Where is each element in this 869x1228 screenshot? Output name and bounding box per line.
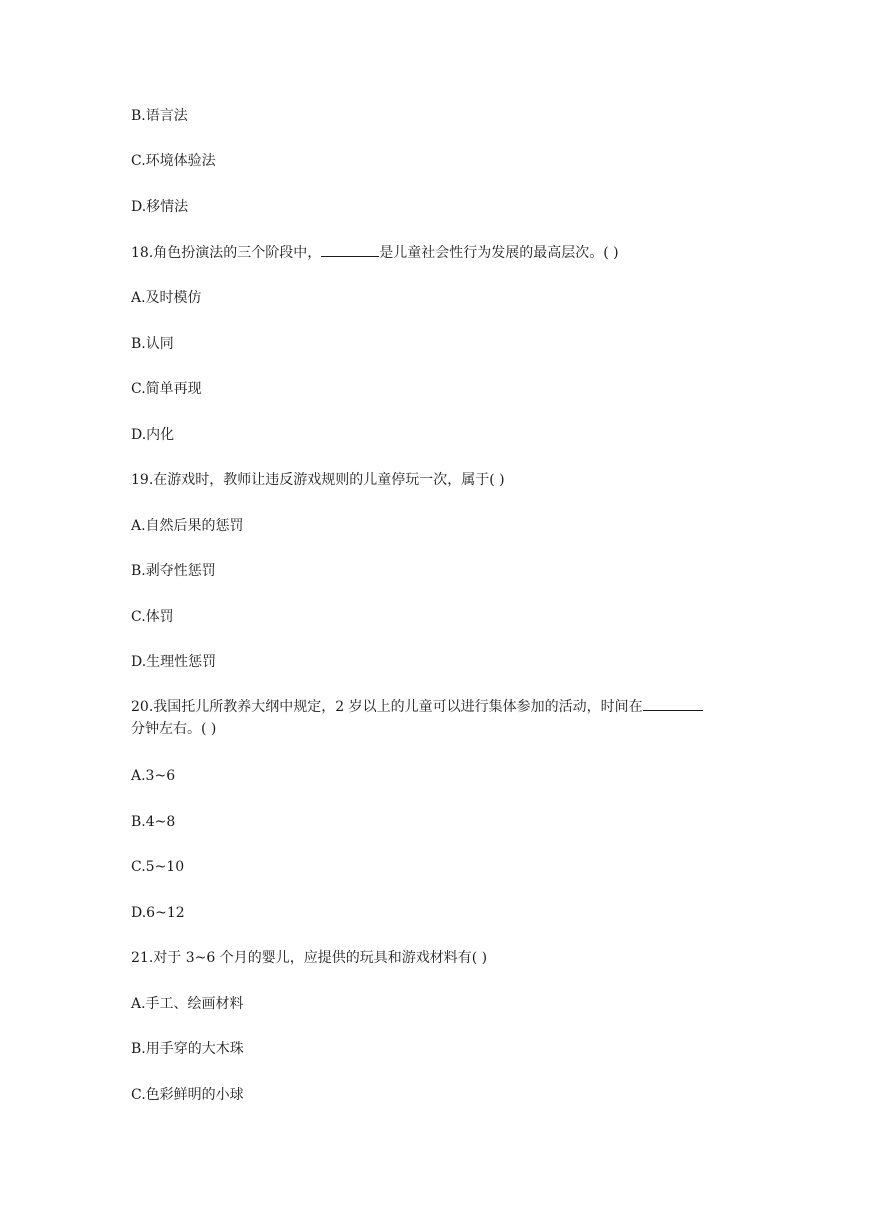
- q20-stem-after: 分钟左右。( ): [131, 721, 217, 737]
- q20-stem-before: 20.我国托儿所教养大纲中规定，2 岁以上的儿童可以进行集体参加的活动，时间在: [131, 699, 643, 715]
- q20-option-a: A.3~6: [131, 768, 176, 784]
- q20-option-c: C.5~10: [131, 859, 185, 875]
- q18-option-d: D.内化: [131, 427, 175, 443]
- q19-option-a: A.自然后果的惩罚: [131, 518, 244, 534]
- q21-option-a: A.手工、绘画材料: [131, 996, 244, 1012]
- fill-in-blank: [321, 244, 379, 257]
- q20-stem: [131, 696, 741, 740]
- q18-option-c: C.简单再现: [131, 381, 202, 397]
- q17-option-b: B.语言法: [131, 108, 188, 124]
- q18-stem-before: 18.角色扮演法的三个阶段中，: [131, 245, 322, 261]
- q18-stem: [131, 244, 619, 262]
- q20-option-b: B.4~8: [131, 814, 176, 830]
- q19-option-d: D.生理性惩罚: [131, 654, 217, 670]
- q19-stem: 19.在游戏时，教师让违反游戏规则的儿童停玩一次，属于( ): [131, 472, 505, 488]
- q18-option-a: A.及时模仿: [131, 290, 202, 306]
- q21-stem: 21.对于 3~6 个月的婴儿，应提供的玩具和游戏材料有( ): [131, 950, 488, 966]
- fill-in-blank: [643, 698, 703, 711]
- q21-option-b: B.用手穿的大木珠: [131, 1041, 244, 1057]
- q20-option-d: D.6~12: [131, 905, 185, 921]
- q17-option-c: C.环境体验法: [131, 153, 216, 169]
- q18-stem-after: 是儿童社会性行为发展的最高层次。( ): [379, 245, 619, 261]
- q19-option-c: C.体罚: [131, 609, 174, 625]
- q19-option-b: B.剥夺性惩罚: [131, 563, 216, 579]
- q21-option-c: C.色彩鲜明的小球: [131, 1087, 244, 1103]
- q17-option-d: D.移情法: [131, 199, 189, 215]
- q18-option-b: B.认同: [131, 336, 174, 352]
